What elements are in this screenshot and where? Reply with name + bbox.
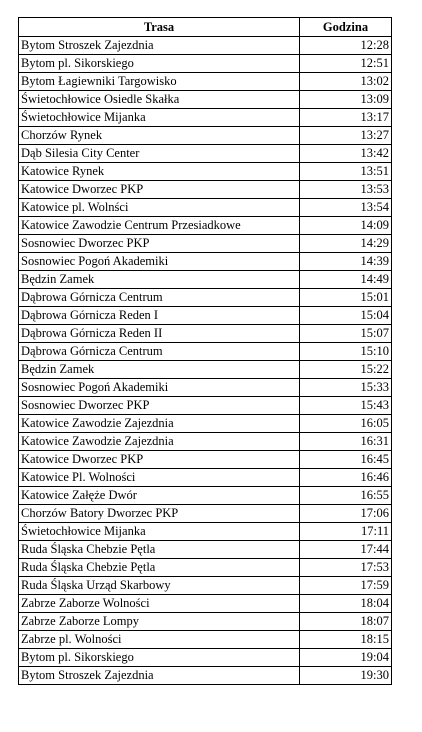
route-stop-cell: Sosnowiec Dworzec PKP (19, 397, 300, 415)
departure-time-cell: 15:10 (300, 343, 392, 361)
route-stop-cell: Katowice Zawodzie Zajezdnia (19, 433, 300, 451)
route-stop-cell: Dąbrowa Górnicza Centrum (19, 289, 300, 307)
route-stop-cell: Katowice Dworzec PKP (19, 451, 300, 469)
table-row (19, 325, 392, 343)
departure-time-cell: 18:04 (300, 595, 392, 613)
route-stop-cell: Sosnowiec Pogoń Akademiki (19, 253, 300, 271)
departure-time-cell: 13:51 (300, 163, 392, 181)
departure-time-cell: 19:30 (300, 667, 392, 685)
schedule-table (18, 17, 392, 685)
departure-time-cell: 17:53 (300, 559, 392, 577)
table-row (19, 343, 392, 361)
route-stop-cell: Ruda Śląska Chebzie Pętla (19, 559, 300, 577)
route-stop-cell: Zabrze Zaborze Wolności (19, 595, 300, 613)
departure-time-cell: 13:42 (300, 145, 392, 163)
departure-time-cell: 13:54 (300, 199, 392, 217)
departure-time-cell: 13:53 (300, 181, 392, 199)
departure-time-cell: 16:05 (300, 415, 392, 433)
table-row (19, 433, 392, 451)
route-stop-cell: Zabrze pl. Wolności (19, 631, 300, 649)
departure-time-cell: 13:27 (300, 127, 392, 145)
route-stop-cell: Dąb Silesia City Center (19, 145, 300, 163)
table-row (19, 613, 392, 631)
departure-time-cell: 16:45 (300, 451, 392, 469)
departure-time-cell: 15:07 (300, 325, 392, 343)
departure-time-cell: 17:06 (300, 505, 392, 523)
route-stop-cell: Bytom pl. Sikorskiego (19, 649, 300, 667)
departure-time-cell: 16:31 (300, 433, 392, 451)
table-row (19, 253, 392, 271)
route-stop-cell: Świetochłowice Mijanka (19, 523, 300, 541)
route-stop-cell: Bytom Stroszek Zajezdnia (19, 37, 300, 55)
table-row (19, 631, 392, 649)
route-stop-cell: Będzin Zamek (19, 271, 300, 289)
table-row (19, 73, 392, 91)
departure-time-cell: 15:01 (300, 289, 392, 307)
route-stop-cell: Sosnowiec Pogoń Akademiki (19, 379, 300, 397)
route-stop-cell: Chorzów Batory Dworzec PKP (19, 505, 300, 523)
departure-time-cell: 14:29 (300, 235, 392, 253)
table-row (19, 559, 392, 577)
table-row (19, 541, 392, 559)
table-row (19, 415, 392, 433)
table-row (19, 181, 392, 199)
table-row (19, 37, 392, 55)
table-row (19, 235, 392, 253)
route-stop-cell: Sosnowiec Dworzec PKP (19, 235, 300, 253)
departure-time-cell: 14:49 (300, 271, 392, 289)
table-row (19, 163, 392, 181)
table-row (19, 199, 392, 217)
departure-time-cell: 16:55 (300, 487, 392, 505)
route-stop-cell: Bytom Łagiewniki Targowisko (19, 73, 300, 91)
route-stop-cell: Katowice Zawodzie Zajezdnia (19, 415, 300, 433)
route-stop-cell: Katowice Rynek (19, 163, 300, 181)
departure-time-cell: 12:51 (300, 55, 392, 73)
route-stop-cell: Katowice Pl. Wolności (19, 469, 300, 487)
table-row (19, 145, 392, 163)
departure-time-cell: 17:11 (300, 523, 392, 541)
route-stop-cell: Chorzów Rynek (19, 127, 300, 145)
departure-time-cell: 18:15 (300, 631, 392, 649)
route-stop-cell: Bytom Stroszek Zajezdnia (19, 667, 300, 685)
table-row (19, 361, 392, 379)
table-row (19, 397, 392, 415)
departure-time-cell: 18:07 (300, 613, 392, 631)
table-row (19, 91, 392, 109)
departure-time-cell: 15:33 (300, 379, 392, 397)
route-stop-cell: Świetochłowice Mijanka (19, 109, 300, 127)
departure-time-cell: 17:59 (300, 577, 392, 595)
departure-time-cell: 19:04 (300, 649, 392, 667)
route-stop-cell: Katowice Zawodzie Centrum Przesiadkowe (19, 217, 300, 235)
departure-time-cell: 12:28 (300, 37, 392, 55)
departure-time-cell: 13:09 (300, 91, 392, 109)
table-row (19, 271, 392, 289)
departure-time-cell: 15:43 (300, 397, 392, 415)
table-row (19, 523, 392, 541)
departure-time-cell: 13:02 (300, 73, 392, 91)
table-row (19, 289, 392, 307)
departure-time-cell: 17:44 (300, 541, 392, 559)
route-column-header: Trasa (19, 18, 300, 37)
table-row (19, 109, 392, 127)
table-row (19, 487, 392, 505)
table-row (19, 307, 392, 325)
departure-time-cell: 16:46 (300, 469, 392, 487)
route-stop-cell: Świetochłowice Osiedle Skałka (19, 91, 300, 109)
route-stop-cell: Zabrze Zaborze Lompy (19, 613, 300, 631)
route-stop-cell: Katowice pl. Wolnści (19, 199, 300, 217)
table-header-row (19, 18, 392, 37)
route-stop-cell: Katowice Dworzec PKP (19, 181, 300, 199)
route-stop-cell: Dąbrowa Górnicza Reden I (19, 307, 300, 325)
route-stop-cell: Ruda Śląska Urząd Skarbowy (19, 577, 300, 595)
route-stop-cell: Będzin Zamek (19, 361, 300, 379)
table-row (19, 667, 392, 685)
departure-time-cell: 14:39 (300, 253, 392, 271)
time-column-header: Godzina (300, 18, 392, 37)
route-stop-cell: Ruda Śląska Chebzie Pętla (19, 541, 300, 559)
route-stop-cell: Katowice Załęże Dwór (19, 487, 300, 505)
departure-time-cell: 14:09 (300, 217, 392, 235)
route-stop-cell: Dąbrowa Górnicza Reden II (19, 325, 300, 343)
table-row (19, 217, 392, 235)
table-row (19, 649, 392, 667)
table-row (19, 55, 392, 73)
schedule-body (19, 37, 392, 685)
table-row (19, 379, 392, 397)
departure-time-cell: 15:04 (300, 307, 392, 325)
table-row (19, 469, 392, 487)
route-stop-cell: Bytom pl. Sikorskiego (19, 55, 300, 73)
route-stop-cell: Dąbrowa Górnicza Centrum (19, 343, 300, 361)
table-row (19, 127, 392, 145)
departure-time-cell: 15:22 (300, 361, 392, 379)
departure-time-cell: 13:17 (300, 109, 392, 127)
table-row (19, 595, 392, 613)
table-row (19, 451, 392, 469)
table-row (19, 505, 392, 523)
table-row (19, 577, 392, 595)
